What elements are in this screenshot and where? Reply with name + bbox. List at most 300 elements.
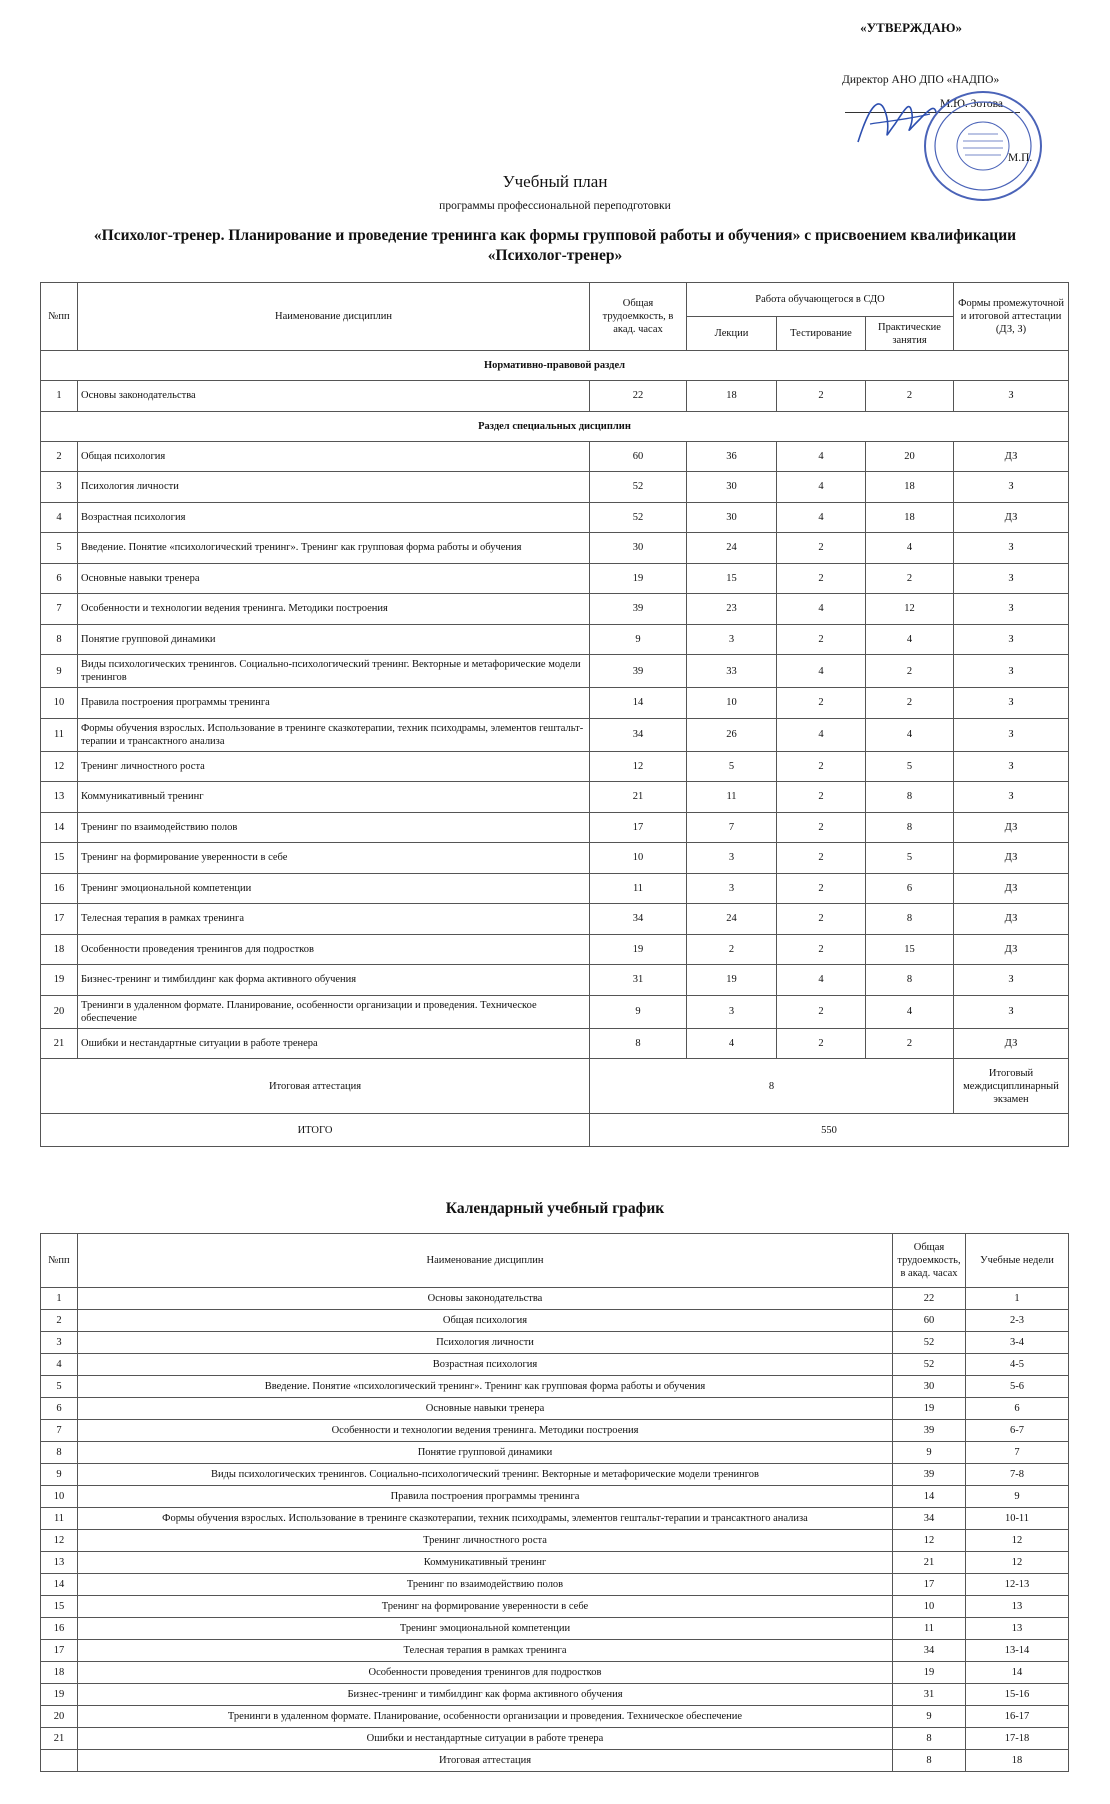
row-number: 3 [41, 472, 78, 503]
discipline-name: Понятие групповой динамики [78, 624, 590, 655]
discipline-name: Особенности и технологии ведения тренинга. Методики построения [78, 594, 590, 625]
discipline-name: Основные навыки тренера [78, 1398, 893, 1420]
table-row [41, 873, 1069, 904]
signer-name: М.Ю. Зотова [940, 98, 1004, 110]
discipline-name: Основные навыки тренера [78, 563, 590, 594]
discipline-name: Понятие групповой динамики [78, 1442, 893, 1464]
total-hours-cell: 52 [590, 502, 687, 533]
row-number: 4 [41, 502, 78, 533]
final-form: Итоговый междисциплинарный экзамен [954, 1059, 1069, 1114]
discipline-name: Телесная терапия в рамках тренинга [78, 904, 590, 935]
lectures-cell: 2 [687, 934, 777, 965]
table-row [41, 751, 1069, 782]
testing-cell: 2 [777, 934, 866, 965]
discipline-name: Особенности проведения тренингов для подростков [78, 934, 590, 965]
lectures-cell: 18 [687, 381, 777, 412]
attestation-form-cell: З [954, 751, 1069, 782]
total-hours-cell: 10 [893, 1596, 966, 1618]
table-row [41, 441, 1069, 472]
lectures-cell: 24 [687, 533, 777, 564]
study-weeks-cell: 2-3 [966, 1310, 1069, 1332]
study-weeks-cell: 6 [966, 1398, 1069, 1420]
curriculum-table [40, 282, 1069, 1147]
practice-cell: 2 [866, 655, 954, 688]
total-hours-cell: 34 [893, 1640, 966, 1662]
practice-cell: 5 [866, 751, 954, 782]
discipline-name: Тренинг личностного роста [78, 751, 590, 782]
attestation-form-cell: З [954, 782, 1069, 813]
table-row [41, 1684, 1069, 1706]
col-header-hours: Общая трудоемкость, в акад. часах [590, 283, 687, 351]
final-hours: 8 [590, 1059, 954, 1114]
discipline-name: Тренинг по взаимодействию полов [78, 812, 590, 843]
cal-col-header-name: Наименование дисциплин [78, 1234, 893, 1288]
lectures-cell: 19 [687, 965, 777, 996]
section-row [41, 411, 1069, 441]
discipline-name: Особенности проведения тренингов для подростков [78, 1662, 893, 1684]
practice-cell: 4 [866, 533, 954, 564]
attestation-form-cell: З [954, 563, 1069, 594]
row-number: 10 [41, 688, 78, 719]
table-row [41, 655, 1069, 688]
attestation-form-cell: ДЗ [954, 873, 1069, 904]
discipline-name: Основы законодательства [78, 381, 590, 412]
attestation-form-cell: З [954, 995, 1069, 1028]
table-row [41, 1618, 1069, 1640]
row-number [41, 1750, 78, 1772]
col-header-forms: Формы промежуточной и итоговой аттестации (ДЗ, З) [954, 283, 1069, 351]
practice-cell: 2 [866, 381, 954, 412]
study-weeks-cell: 16-17 [966, 1706, 1069, 1728]
attestation-form-cell: ДЗ [954, 502, 1069, 533]
discipline-name: Коммуникативный тренинг [78, 782, 590, 813]
attestation-form-cell: ДЗ [954, 934, 1069, 965]
testing-cell: 4 [777, 502, 866, 533]
discipline-name: Тренинги в удаленном формате. Планирование, особенности организации и проведения. Техническое обеспечение [78, 1706, 893, 1728]
total-hours-cell: 9 [893, 1442, 966, 1464]
attestation-form-cell: З [954, 688, 1069, 719]
discipline-name: Телесная терапия в рамках тренинга [78, 1640, 893, 1662]
discipline-name: Тренинг на формирование уверенности в себе [78, 1596, 893, 1618]
study-weeks-cell: 17-18 [966, 1728, 1069, 1750]
lectures-cell: 24 [687, 904, 777, 935]
total-hours-cell: 39 [893, 1464, 966, 1486]
testing-cell: 2 [777, 533, 866, 564]
calendar-title: Календарный учебный график [445, 1200, 665, 1217]
table-row [41, 934, 1069, 965]
table-row [41, 1464, 1069, 1486]
testing-cell: 2 [777, 381, 866, 412]
table-row [41, 1486, 1069, 1508]
total-hours-cell: 21 [893, 1552, 966, 1574]
final-label: Итоговая аттестация [41, 1059, 590, 1114]
study-weeks-cell: 7 [966, 1442, 1069, 1464]
table-row [41, 1530, 1069, 1552]
total-label: ИТОГО [41, 1114, 590, 1147]
discipline-name: Ошибки и нестандартные ситуации в работе тренера [78, 1028, 590, 1059]
row-number: 9 [41, 1464, 78, 1486]
row-number: 19 [41, 1684, 78, 1706]
discipline-name: Тренинг эмоциональной компетенции [78, 873, 590, 904]
lectures-cell: 3 [687, 873, 777, 904]
lectures-cell: 4 [687, 1028, 777, 1059]
practice-cell: 5 [866, 843, 954, 874]
practice-cell: 20 [866, 441, 954, 472]
table-row [41, 1574, 1069, 1596]
table-row [41, 1728, 1069, 1750]
discipline-name: Психология личности [78, 1332, 893, 1354]
row-number: 8 [41, 1442, 78, 1464]
testing-cell: 2 [777, 624, 866, 655]
lectures-cell: 15 [687, 563, 777, 594]
table-row [41, 843, 1069, 874]
total-row [41, 1114, 1069, 1147]
lectures-cell: 3 [687, 843, 777, 874]
table-row [41, 1420, 1069, 1442]
table-header-row [41, 283, 1069, 317]
study-weeks-cell: 12-13 [966, 1574, 1069, 1596]
study-weeks-cell: 1 [966, 1288, 1069, 1310]
testing-cell: 2 [777, 812, 866, 843]
attestation-form-cell: З [954, 472, 1069, 503]
total-hours-cell: 14 [590, 688, 687, 719]
row-number: 6 [41, 1398, 78, 1420]
document-subtitle: программы профессиональной переподготовки [439, 200, 671, 212]
study-weeks-cell: 5-6 [966, 1376, 1069, 1398]
testing-cell: 2 [777, 843, 866, 874]
table-row [41, 1662, 1069, 1684]
row-number: 15 [41, 843, 78, 874]
table-row [41, 1508, 1069, 1530]
table-row [41, 381, 1069, 412]
testing-cell: 2 [777, 782, 866, 813]
row-number: 2 [41, 1310, 78, 1332]
table-row [41, 502, 1069, 533]
row-number: 3 [41, 1332, 78, 1354]
attestation-form-cell: ДЗ [954, 904, 1069, 935]
total-hours: 550 [590, 1114, 1069, 1147]
row-number: 20 [41, 995, 78, 1028]
table-row [41, 1028, 1069, 1059]
row-number: 18 [41, 1662, 78, 1684]
total-hours-cell: 39 [893, 1420, 966, 1442]
final-attestation-row [41, 1059, 1069, 1114]
attestation-form-cell: З [954, 718, 1069, 751]
study-weeks-cell: 9 [966, 1486, 1069, 1508]
row-number: 11 [41, 1508, 78, 1530]
table-row [41, 782, 1069, 813]
total-hours-cell: 11 [893, 1618, 966, 1640]
calendar-header-row [41, 1234, 1069, 1288]
total-hours-cell: 8 [893, 1750, 966, 1772]
testing-cell: 4 [777, 718, 866, 751]
total-hours-cell: 19 [893, 1662, 966, 1684]
discipline-name: Тренинги в удаленном формате. Планирование, особенности организации и проведения. Техническое обеспечение [78, 995, 590, 1028]
testing-cell: 2 [777, 995, 866, 1028]
lectures-cell: 7 [687, 812, 777, 843]
testing-cell: 4 [777, 655, 866, 688]
table-row [41, 1332, 1069, 1354]
row-number: 20 [41, 1706, 78, 1728]
total-hours-cell: 39 [590, 655, 687, 688]
lectures-cell: 30 [687, 472, 777, 503]
attestation-form-cell: ДЗ [954, 1028, 1069, 1059]
program-title: «Психолог-тренер. Планирование и проведение тренинга как формы групповой работы и обучения» с присвоением квалификации «Психолог-тренер» [93, 227, 1017, 264]
lectures-cell: 33 [687, 655, 777, 688]
row-number: 14 [41, 1574, 78, 1596]
row-number: 8 [41, 624, 78, 655]
total-hours-cell: 9 [590, 624, 687, 655]
practice-cell: 15 [866, 934, 954, 965]
col-header-lectures: Лекции [687, 317, 777, 351]
total-hours-cell: 22 [893, 1288, 966, 1310]
attestation-form-cell: З [954, 965, 1069, 996]
row-number: 11 [41, 718, 78, 751]
discipline-name: Основы законодательства [78, 1288, 893, 1310]
total-hours-cell: 34 [590, 904, 687, 935]
total-hours-cell: 31 [893, 1684, 966, 1706]
table-row [41, 1354, 1069, 1376]
total-hours-cell: 39 [590, 594, 687, 625]
attestation-form-cell: ДЗ [954, 812, 1069, 843]
row-number: 4 [41, 1354, 78, 1376]
study-weeks-cell: 7-8 [966, 1464, 1069, 1486]
testing-cell: 2 [777, 751, 866, 782]
testing-cell: 4 [777, 441, 866, 472]
practice-cell: 18 [866, 472, 954, 503]
testing-cell: 4 [777, 965, 866, 996]
lectures-cell: 23 [687, 594, 777, 625]
lectures-cell: 3 [687, 624, 777, 655]
col-header-num: №пп [41, 283, 78, 351]
lectures-cell: 36 [687, 441, 777, 472]
practice-cell: 12 [866, 594, 954, 625]
discipline-name: Возрастная психология [78, 502, 590, 533]
total-hours-cell: 22 [590, 381, 687, 412]
row-number: 16 [41, 1618, 78, 1640]
practice-cell: 6 [866, 873, 954, 904]
practice-cell: 4 [866, 995, 954, 1028]
total-hours-cell: 9 [893, 1706, 966, 1728]
attestation-form-cell: ДЗ [954, 843, 1069, 874]
table-row [41, 1288, 1069, 1310]
seal-place-mark: М.П. [1008, 152, 1033, 164]
practice-cell: 2 [866, 563, 954, 594]
discipline-name: Виды психологических тренингов. Социально-психологический тренинг. Векторные и метафорические модели тренингов [78, 1464, 893, 1486]
total-hours-cell: 52 [893, 1332, 966, 1354]
discipline-name: Возрастная психология [78, 1354, 893, 1376]
discipline-name: Формы обучения взрослых. Использование в тренинге сказкотерапии, техник психодрамы, элементов гештальт-терапии и трансактного анализа [78, 718, 590, 751]
attestation-form-cell: ДЗ [954, 441, 1069, 472]
discipline-name: Ошибки и нестандартные ситуации в работе тренера [78, 1728, 893, 1750]
table-row [41, 995, 1069, 1028]
row-number: 13 [41, 782, 78, 813]
total-hours-cell: 19 [590, 563, 687, 594]
approval-mark: «УТВЕРЖДАЮ» [860, 20, 962, 35]
row-number: 18 [41, 934, 78, 965]
table-row [41, 472, 1069, 503]
total-hours-cell: 19 [893, 1398, 966, 1420]
discipline-name: Тренинг личностного роста [78, 1530, 893, 1552]
table-row [41, 594, 1069, 625]
total-hours-cell: 10 [590, 843, 687, 874]
testing-cell: 2 [777, 1028, 866, 1059]
discipline-name: Особенности и технологии ведения тренинга. Методики построения [78, 1420, 893, 1442]
practice-cell: 18 [866, 502, 954, 533]
discipline-name: Правила построения программы тренинга [78, 1486, 893, 1508]
row-number: 17 [41, 1640, 78, 1662]
row-number: 17 [41, 904, 78, 935]
total-hours-cell: 30 [590, 533, 687, 564]
discipline-name: Введение. Понятие «психологический тренинг». Тренинг как групповая форма работы и обучения [78, 533, 590, 564]
total-hours-cell: 12 [590, 751, 687, 782]
total-hours-cell: 30 [893, 1376, 966, 1398]
table-row [41, 718, 1069, 751]
testing-cell: 4 [777, 472, 866, 503]
practice-cell: 8 [866, 782, 954, 813]
row-number: 12 [41, 751, 78, 782]
row-number: 15 [41, 1596, 78, 1618]
study-weeks-cell: 12 [966, 1552, 1069, 1574]
total-hours-cell: 60 [893, 1310, 966, 1332]
discipline-name: Тренинг на формирование уверенности в себе [78, 843, 590, 874]
total-hours-cell: 17 [590, 812, 687, 843]
discipline-name: Психология личности [78, 472, 590, 503]
col-header-practice: Практические занятия [866, 317, 954, 351]
row-number: 1 [41, 381, 78, 412]
practice-cell: 2 [866, 1028, 954, 1059]
table-row [41, 1750, 1069, 1772]
section1-body [41, 381, 1069, 412]
lectures-cell: 30 [687, 502, 777, 533]
section2-body [41, 441, 1069, 1059]
lectures-cell: 11 [687, 782, 777, 813]
row-number: 21 [41, 1728, 78, 1750]
row-number: 1 [41, 1288, 78, 1310]
study-weeks-cell: 15-16 [966, 1684, 1069, 1706]
study-weeks-cell: 3-4 [966, 1332, 1069, 1354]
row-number: 13 [41, 1552, 78, 1574]
row-number: 19 [41, 965, 78, 996]
attestation-form-cell: З [954, 533, 1069, 564]
table-row [41, 1398, 1069, 1420]
testing-cell: 4 [777, 594, 866, 625]
study-weeks-cell: 6-7 [966, 1420, 1069, 1442]
discipline-name: Общая психология [78, 441, 590, 472]
total-hours-cell: 8 [893, 1728, 966, 1750]
total-hours-cell: 34 [590, 718, 687, 751]
col-header-work: Работа обучающегося в СДО [687, 283, 954, 317]
practice-cell: 8 [866, 812, 954, 843]
total-hours-cell: 19 [590, 934, 687, 965]
row-number: 6 [41, 563, 78, 594]
row-number: 10 [41, 1486, 78, 1508]
practice-cell: 4 [866, 624, 954, 655]
practice-cell: 8 [866, 965, 954, 996]
study-weeks-cell: 18 [966, 1750, 1069, 1772]
discipline-name: Общая психология [78, 1310, 893, 1332]
table-row [41, 624, 1069, 655]
study-weeks-cell: 13 [966, 1596, 1069, 1618]
row-number: 9 [41, 655, 78, 688]
testing-cell: 2 [777, 904, 866, 935]
lectures-cell: 26 [687, 718, 777, 751]
total-hours-cell: 21 [590, 782, 687, 813]
section-row [41, 351, 1069, 381]
discipline-name: Формы обучения взрослых. Использование в тренинге сказкотерапии, техник психодрамы, элементов гештальт-терапии и трансактного анализа [78, 1508, 893, 1530]
discipline-name: Введение. Понятие «психологический тренинг». Тренинг как групповая форма работы и обучения [78, 1376, 893, 1398]
table-row [41, 1376, 1069, 1398]
total-hours-cell: 31 [590, 965, 687, 996]
discipline-name: Виды психологических тренингов. Социально-психологический тренинг. Векторные и метафорические модели тренингов [78, 655, 590, 688]
table-row [41, 1552, 1069, 1574]
discipline-name: Правила построения программы тренинга [78, 688, 590, 719]
table-row [41, 1310, 1069, 1332]
director-title: Директор АНО ДПО «НАДПО» [842, 74, 1000, 86]
table-row [41, 1596, 1069, 1618]
table-row [41, 1706, 1069, 1728]
total-hours-cell: 52 [590, 472, 687, 503]
total-hours-cell: 14 [893, 1486, 966, 1508]
section-title: Раздел специальных дисциплин [41, 411, 1069, 441]
total-hours-cell: 52 [893, 1354, 966, 1376]
discipline-name: Коммуникативный тренинг [78, 1552, 893, 1574]
total-hours-cell: 17 [893, 1574, 966, 1596]
discipline-name: Тренинг эмоциональной компетенции [78, 1618, 893, 1640]
practice-cell: 8 [866, 904, 954, 935]
study-weeks-cell: 10-11 [966, 1508, 1069, 1530]
attestation-form-cell: З [954, 655, 1069, 688]
col-header-name: Наименование дисциплин [78, 283, 590, 351]
practice-cell: 2 [866, 688, 954, 719]
testing-cell: 2 [777, 688, 866, 719]
calendar-table [40, 1233, 1069, 1772]
total-hours-cell: 8 [590, 1028, 687, 1059]
study-weeks-cell: 13-14 [966, 1640, 1069, 1662]
attestation-form-cell: З [954, 594, 1069, 625]
discipline-name: Тренинг по взаимодействию полов [78, 1574, 893, 1596]
study-weeks-cell: 14 [966, 1662, 1069, 1684]
cal-col-header-hours: Общая трудоемкость, в акад. часах [893, 1234, 966, 1288]
cal-col-header-weeks: Учебные недели [966, 1234, 1069, 1288]
row-number: 21 [41, 1028, 78, 1059]
discipline-name: Бизнес-тренинг и тимбилдинг как форма активного обучения [78, 1684, 893, 1706]
table-row [41, 1640, 1069, 1662]
study-weeks-cell: 12 [966, 1530, 1069, 1552]
lectures-cell: 10 [687, 688, 777, 719]
table-row [41, 904, 1069, 935]
lectures-cell: 3 [687, 995, 777, 1028]
practice-cell: 4 [866, 718, 954, 751]
table-row [41, 563, 1069, 594]
testing-cell: 2 [777, 563, 866, 594]
discipline-name: Бизнес-тренинг и тимбилдинг как форма активного обучения [78, 965, 590, 996]
col-header-testing: Тестирование [777, 317, 866, 351]
table-row [41, 533, 1069, 564]
section-title: Нормативно-правовой раздел [41, 351, 1069, 381]
total-hours-cell: 11 [590, 873, 687, 904]
study-weeks-cell: 4-5 [966, 1354, 1069, 1376]
study-weeks-cell: 13 [966, 1618, 1069, 1640]
total-hours-cell: 12 [893, 1530, 966, 1552]
attestation-form-cell: З [954, 624, 1069, 655]
discipline-name: Итоговая аттестация [78, 1750, 893, 1772]
total-hours-cell: 34 [893, 1508, 966, 1530]
table-row [41, 1442, 1069, 1464]
table-row [41, 812, 1069, 843]
lectures-cell: 5 [687, 751, 777, 782]
row-number: 7 [41, 594, 78, 625]
